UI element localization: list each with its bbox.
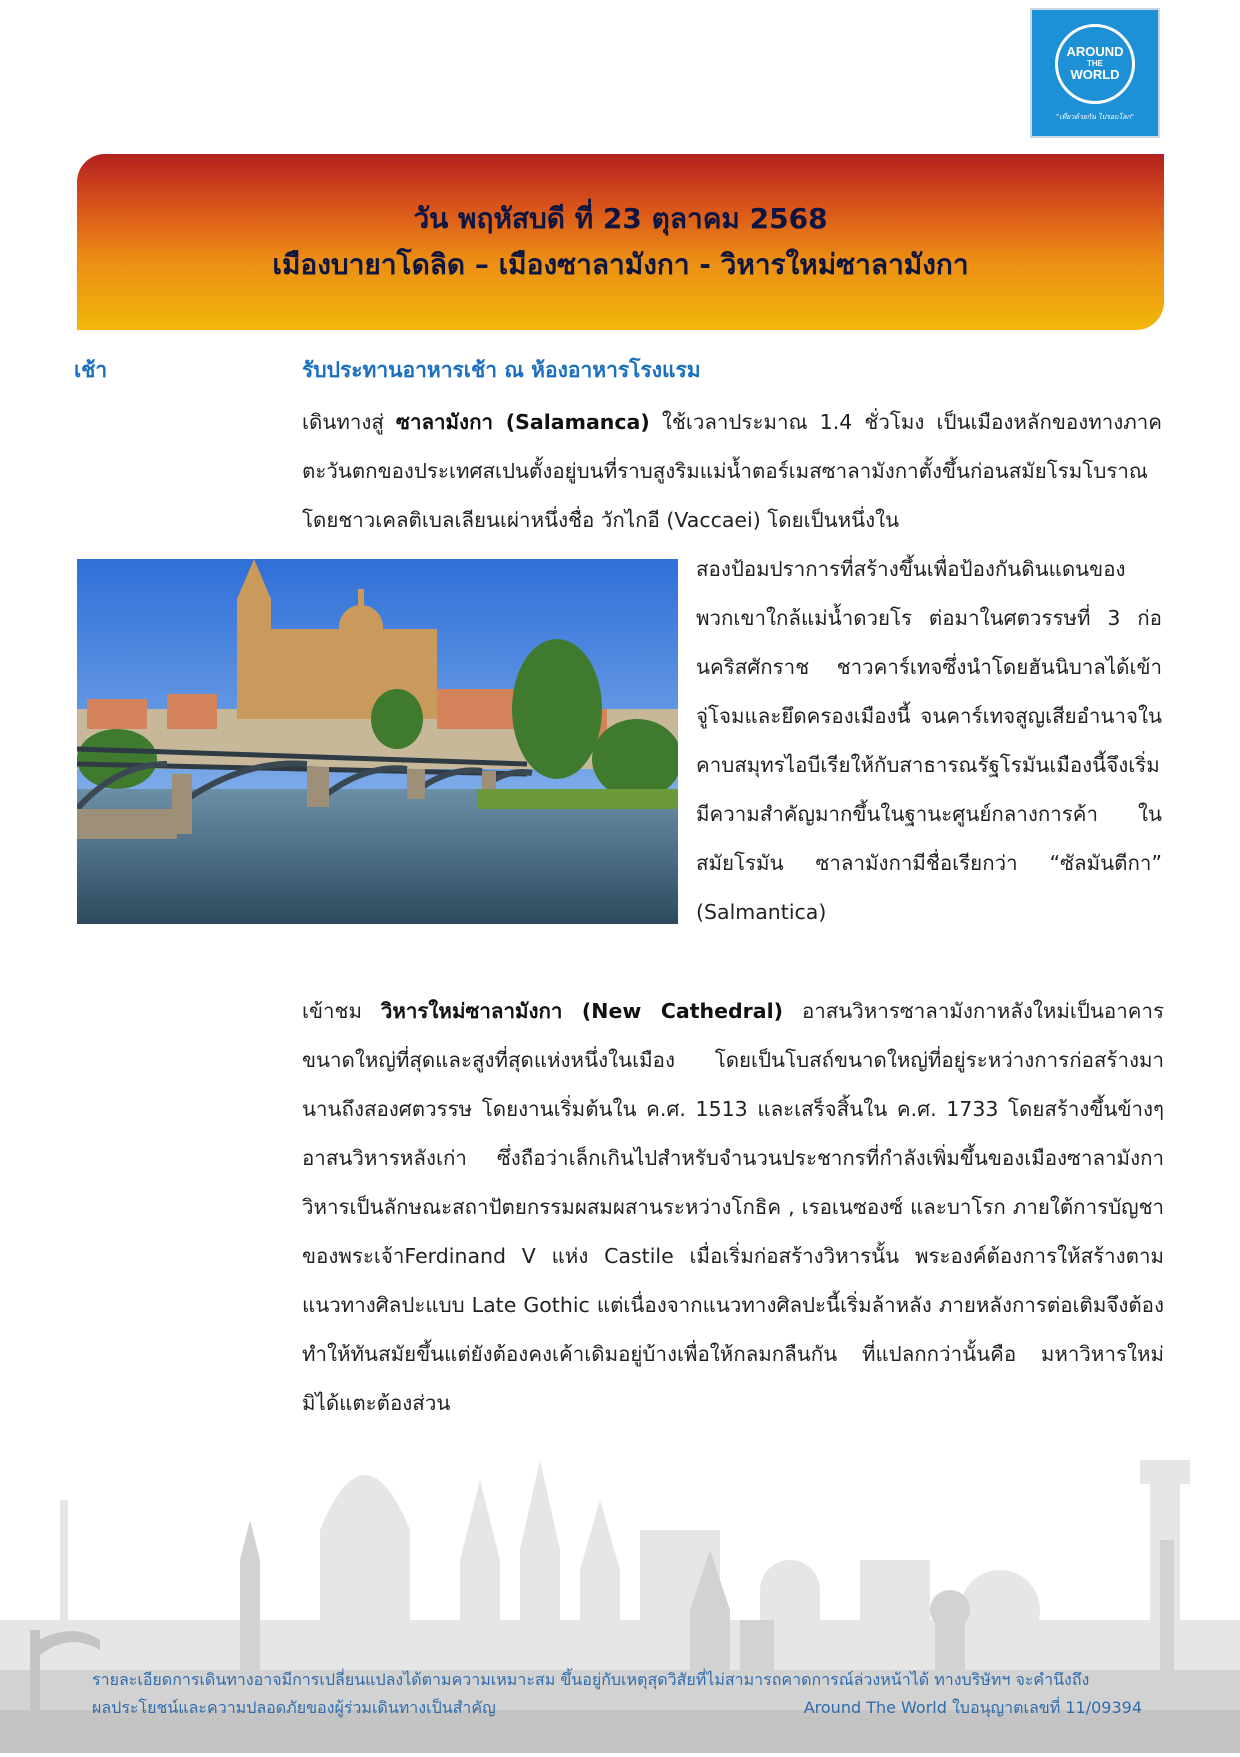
globe-icon <box>1055 24 1135 104</box>
day-header-banner <box>77 154 1164 330</box>
cathedral-paragraph <box>302 987 1164 1428</box>
footer-license: Around The World ใบอนุญาตเลขที่ 11/09394 <box>803 1698 1142 1717</box>
salamanca-photo <box>77 559 678 924</box>
logo-line3: WORLD <box>1070 67 1120 82</box>
logo-tagline: "เที่ยวด้วยกัน ไปรอบโลก" <box>1056 112 1134 121</box>
cathedral-intro: เข้าชม <box>302 999 381 1023</box>
salamanca-name: ซาลามังกา (Salamanca) <box>396 410 650 434</box>
salamanca-body: ใช้เวลาประมาณ 1.4 ชั่วโมง เป็นเมืองหลักของทางภาคตะวันตกของประเทศสเปนตั้งอยู่บนที่ราบสูงริมแม่น้ำตอร์เมสซาลามังกาตั้งขึ้นก่อนสมัยโรมโบราณโดยชาวเคลติเบลเลียนเผ่าหนึ่งชื่อ วักไกอี (Vaccaei) โดยเป็นหนึ่งใน <box>302 410 1162 532</box>
footer-line2-left: ผลประโยชน์และความปลอดภัยของผู้ร่วมเดินทางเป็นสำคัญ <box>92 1698 496 1717</box>
company-logo <box>1030 8 1160 138</box>
footer-disclaimer <box>92 1666 1142 1722</box>
logo-line2: THE <box>1087 59 1103 68</box>
breakfast-text: รับประทานอาหารเช้า ณ ห้องอาหารโรงแรม <box>302 358 701 382</box>
logo-line1: AROUND <box>1066 44 1124 59</box>
salamanca-intro: เดินทางสู่ <box>302 410 397 434</box>
footer-line1: รายละเอียดการเดินทางอาจมีการเปลี่ยนแปลงได้ตามความเหมาะสม ขึ้นอยู่กับเหตุสุดวิสัยที่ไม่สามารถคาดการณ์ล่วงหน้าได้ ทางบริษัทฯ จะคำนึงถึง <box>92 1670 1090 1689</box>
day-route: เมืองบายาโดลิด – เมืองซาลามังกา - วิหารใหม่ซาลามังกา <box>272 248 969 281</box>
cathedral-name: วิหารใหม่ซาลามังกา (New Cathedral) <box>380 999 784 1023</box>
meal-label-morning: เช้า <box>74 358 108 382</box>
footer-line2 <box>92 1694 1142 1722</box>
cathedral-body: อาสนวิหารซาลามังกาหลังใหม่เป็นอาคารขนาดใหญ่ที่สุดและสูงที่สุดแห่งหนึ่งในเมือง โดยเป็นโบสถ์ขนาดใหญ่ที่อยู่ระหว่างการก่อสร้างมานานถึงสองศตวรรษ โดยงานเริ่มต้นใน ค.ศ. 1513 และเสร็จสิ้นใน ค.ศ. 1733 โดยสร้างขึ้นข้างๆ อาสนวิหารหลังเก่า ซึ่งถือว่าเล็กเกินไปสำหรับจำนวนประชากรที่กำลังเพิ่มขึ้นของเมืองซาลามังกา วิหารเป็นลักษณะสถาปัตยกรรมผสมผสานระหว่างโกธิค , เรอเนซองซ์ และบาโรก ภายใต้การบัญชาของพระเจ้าFerdinand V แห่ง Castile เมื่อเริ่มก่อสร้างวิหารนั้น พระองค์ต้องการให้สร้างตามแนวทางศิลปะแบบ Late Gothic แต่เนื่องจากแนวทางศิลปะนี้เริ่มล้าหลัง ภายหลังการต่อเติมจึงต้องทำให้ทันสมัยขึ้นแต่ยังต้องคงเค้าเดิมอยู่บ้างเพื่อให้กลมกลืนกัน ที่แปลกกว่านั้นคือ มหาวิหารใหม่มิได้แตะต้องส่วน <box>302 999 1164 1415</box>
salamanca-history-paragraph: สองป้อมปราการที่สร้างขึ้นเพื่อป้องกันดินแดนของพวกเขาใกล้แม่น้ำดวยโร ต่อมาในศตวรรษที่ 3 ก่อนคริสศักราช ชาวคาร์เทจซึ่งนำโดยฮันนิบาลได้เข้าจู่โจมและยึดครองเมืองนี้ จนคาร์เทจสูญเสียอำนาจในคาบสมุทรไอบีเรียให้กับสาธารณรัฐโรมันเมืองนี้จึงเริ่มมีความสำคัญมากขึ้นในฐานะศูนย์กลางการค้า ในสมัยโรมัน ซาลามังกามีชื่อเรียกว่า “ซัลมันตีกา” (Salmantica) <box>696 557 1162 924</box>
salamanca-paragraph <box>302 398 1162 545</box>
day-date: วัน พฤหัสบดี ที่ 23 ตุลาคม 2568 <box>413 202 828 235</box>
